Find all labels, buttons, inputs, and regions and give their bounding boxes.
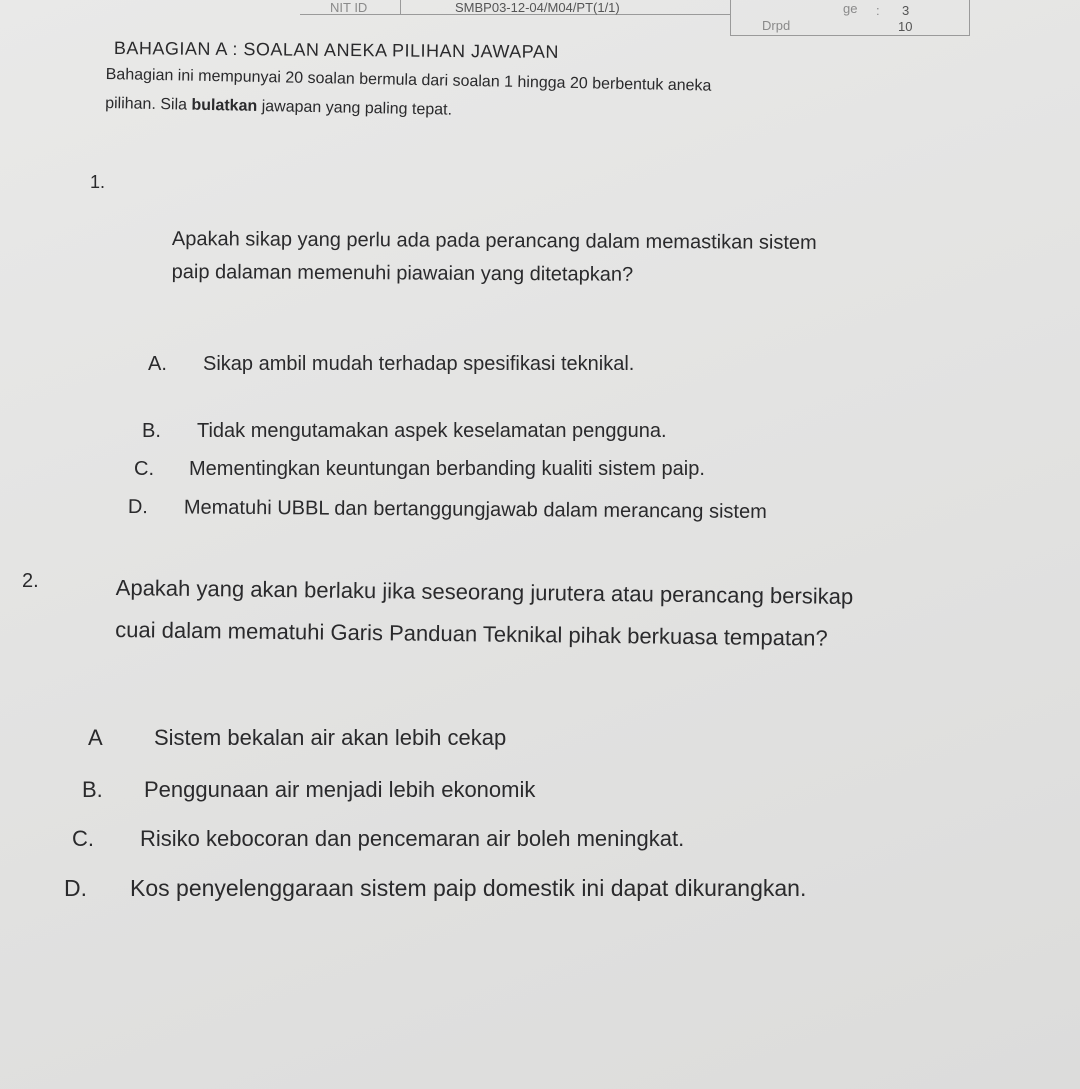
option-text: Kos penyelenggaraan sistem paip domestik ini dapat dikurangkan.	[130, 875, 807, 901]
header-page-total: 10	[898, 19, 913, 34]
option-text: Sikap ambil mudah terhadap spesifikasi teknikal.	[203, 353, 635, 375]
instructions-line: Bahagian ini mempunyai 20 soalan bermula dari soalan 1 hingga 20 berbentuk aneka	[105, 65, 712, 95]
header-unit-id: NIT ID	[330, 0, 368, 15]
question-text-line: Apakah sikap yang perlu ada pada perancang dalam memastikan sistem	[171, 227, 817, 254]
header-page-label: ge	[843, 1, 858, 16]
question-text-line: cuai dalam mematuhi Garis Panduan Teknikal pihak berkuasa tempatan?	[115, 616, 828, 651]
header-code: SMBP03-12-04/M04/PT(1/1)	[455, 0, 620, 15]
header-table	[300, 0, 970, 36]
option-text: Mementingkan keuntungan berbanding kualiti sistem paip.	[189, 458, 705, 480]
option-d[interactable]	[128, 496, 767, 524]
header-page-separator: :	[876, 3, 880, 18]
question-number: 2.	[22, 570, 39, 592]
option-c[interactable]	[134, 458, 705, 481]
option-letter: C.	[72, 826, 94, 851]
instructions-text: pilihan. Sila	[105, 94, 192, 114]
option-text: Sistem bekalan air akan lebih cekap	[154, 725, 507, 750]
instructions-text: jawapan yang paling tepat.	[257, 97, 453, 119]
option-letter: B.	[142, 420, 161, 442]
option-b[interactable]	[142, 420, 667, 443]
header-divider	[400, 0, 401, 14]
header-divider	[969, 0, 970, 36]
instructions-emphasis: bulatkan	[191, 96, 258, 115]
option-text: Tidak mengutamakan aspek keselamatan pengguna.	[197, 420, 667, 442]
question-number: 1.	[90, 172, 106, 192]
option-text: Mematuhi UBBL dan bertanggungjawab dalam merancang sistem	[183, 496, 767, 524]
option-letter: D.	[127, 496, 148, 519]
section-instructions	[105, 60, 1006, 135]
option-b[interactable]	[82, 777, 535, 803]
header-from-label: Drpd	[762, 18, 791, 33]
option-letter: A	[88, 725, 103, 750]
option-letter: A.	[148, 353, 167, 375]
header-page-number: 3	[902, 3, 910, 18]
header-divider	[730, 0, 731, 36]
option-a[interactable]	[88, 725, 506, 751]
option-letter: D.	[64, 875, 87, 901]
option-d[interactable]	[64, 875, 806, 902]
question-text-line: Apakah yang akan berlaku jika seseorang jurutera atau perancang bersikap	[115, 574, 854, 610]
option-text: Risiko kebocoran dan pencemaran air boleh meningkat.	[140, 826, 685, 851]
question-text-line: paip dalaman memenuhi piawaian yang ditetapkan?	[171, 260, 634, 286]
header-divider	[730, 35, 970, 36]
section-title: BAHAGIAN A : SOALAN ANEKA PILIHAN JAWAPAN	[113, 38, 559, 62]
question-text	[172, 223, 817, 293]
option-c[interactable]	[72, 826, 684, 852]
question-text	[115, 567, 853, 660]
option-letter: B.	[82, 777, 103, 802]
option-text: Penggunaan air menjadi lebih ekonomik	[144, 777, 536, 802]
option-a[interactable]	[148, 353, 634, 376]
option-letter: C.	[134, 458, 154, 480]
